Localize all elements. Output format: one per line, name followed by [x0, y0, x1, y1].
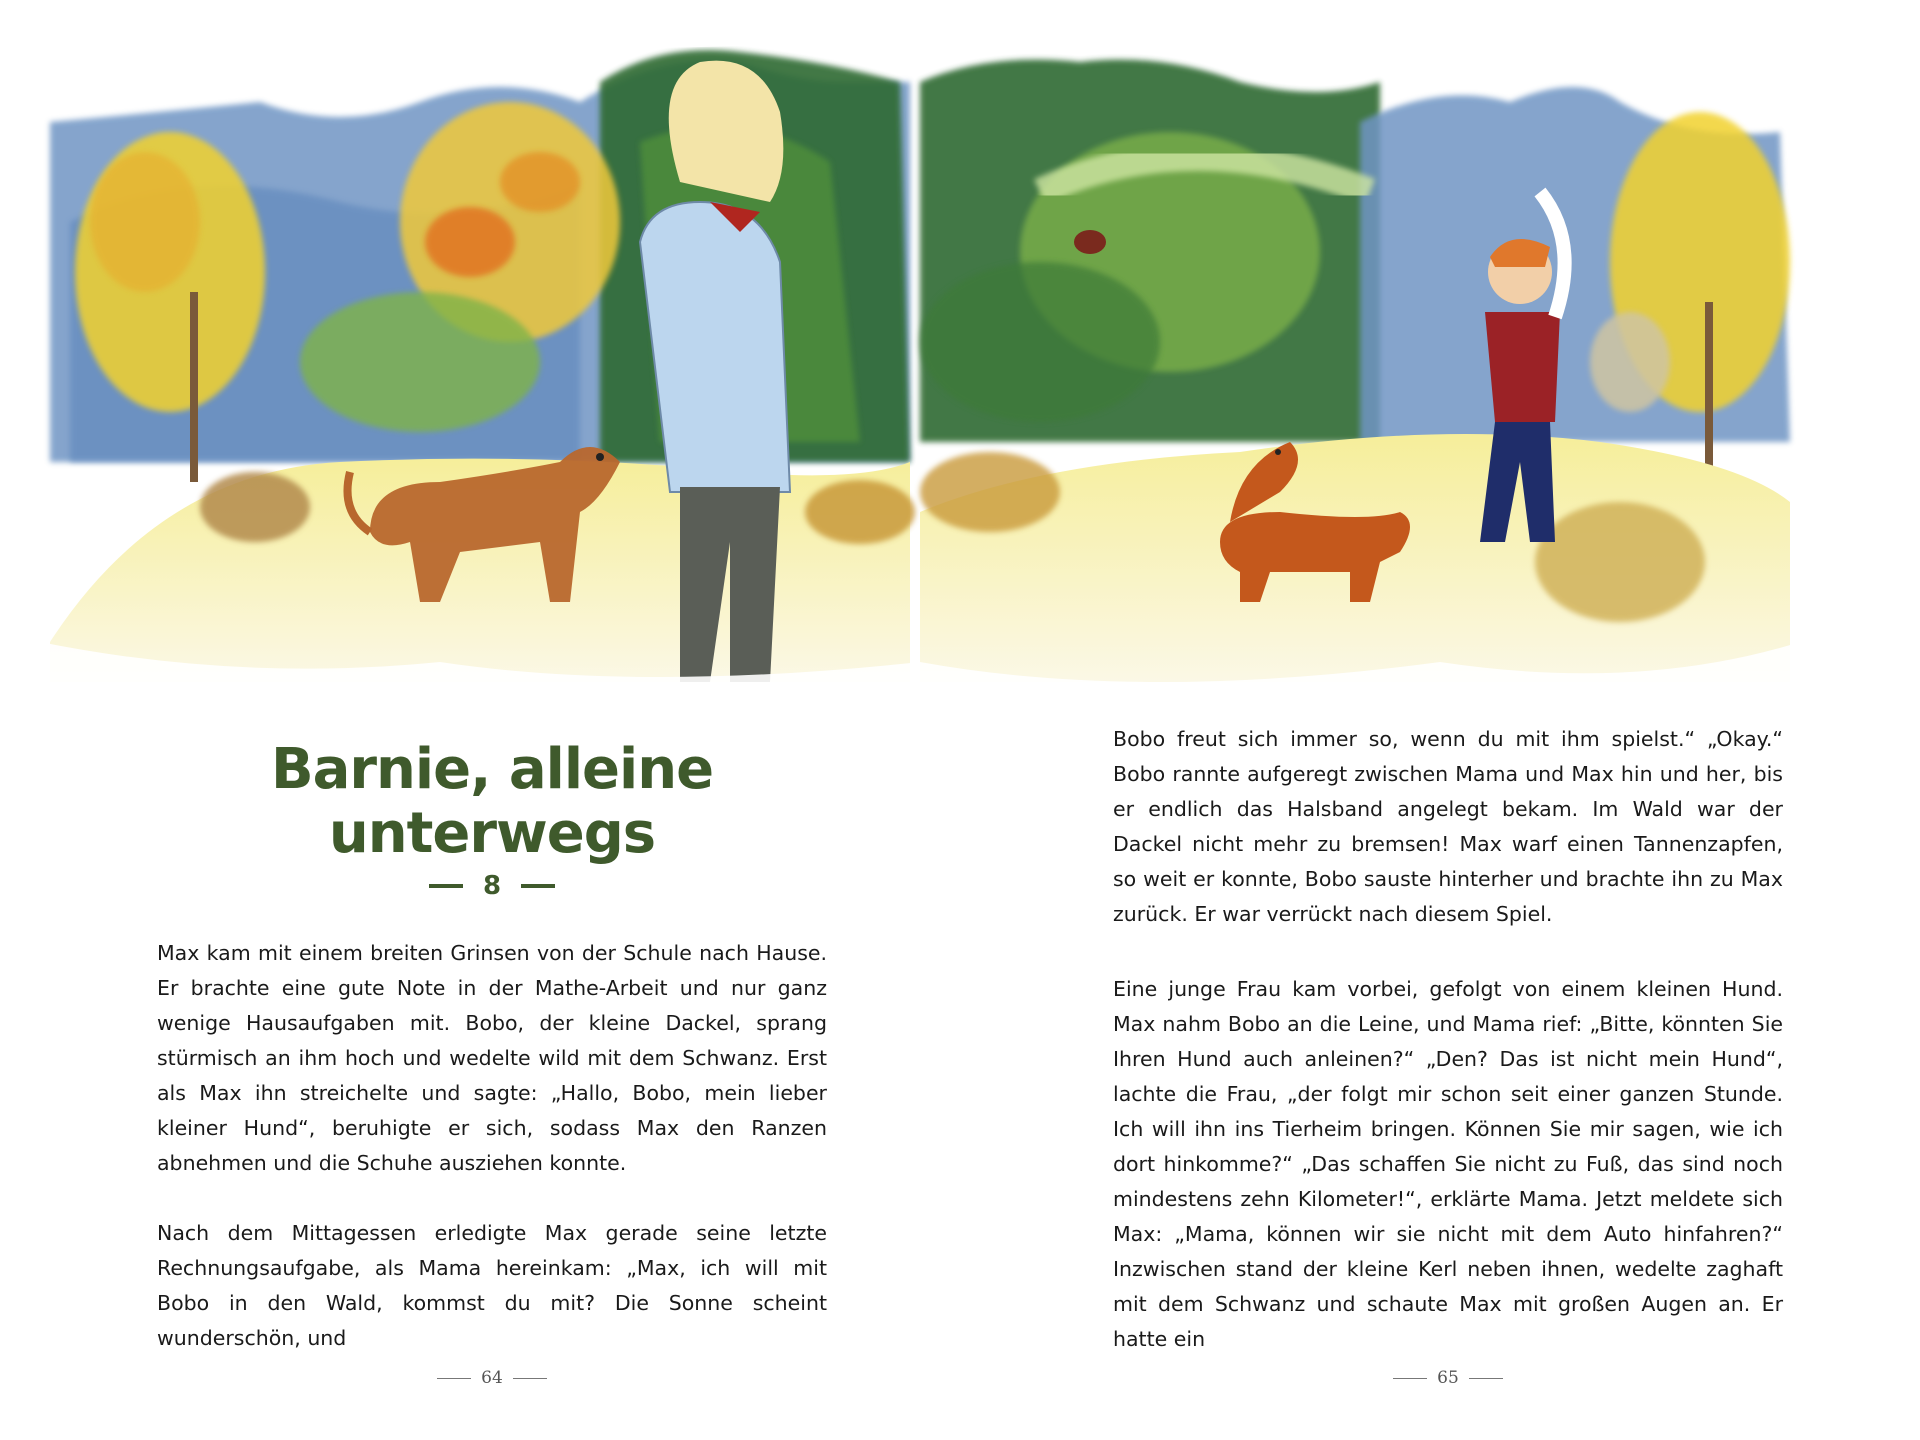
pinecone: [1074, 230, 1106, 254]
paragraph: Eine junge Frau kam vorbei, gefolgt von einem kleinen Hund. Max nahm Bobo an die Leine, und Mama rief: „Bitte, könnten Sie Ihren Hund auch anleinen?“ „Den? Das ist nicht mein Hund“, lachte die Frau, „der folgt mir schon seit einer ganzen Stunde. Ich will ihn ins Tierheim bringen. Können Sie mir sagen, wie ich dort hinkomme?“ „Das schaffen Sie nicht zu Fuß, das sind noch mindestens zehn Kilometer!“, erklärte Mama. Jetzt meldete sich Max: „Mama, können wir sie nicht mit dem Auto hinfahren?“ Inzwischen stand der kleine Kerl neben ihnen, wedelte zaghaft mit dem Schwanz und schaute Max mit großen Augen an. Er hatte ein: [1113, 977, 1783, 1351]
chapter-number: 8: [482, 871, 502, 901]
page-number: 65: [1437, 1368, 1459, 1388]
chapter-number-dash-right: [521, 884, 555, 888]
right-rock: [1535, 502, 1705, 622]
page-number-footer: [1113, 1368, 1783, 1388]
chapter-title-line-2: unterwegs: [328, 800, 656, 866]
page-number-rule-right: [513, 1378, 547, 1379]
left-rock-2: [805, 480, 915, 544]
watercolor-illustration: [40, 42, 1800, 682]
page-number-rule-left: [437, 1378, 471, 1379]
chapter-title-line-1: Barnie, alleine: [270, 736, 714, 802]
chapter-number-dash-left: [429, 884, 463, 888]
paragraph: Max kam mit einem breiten Grinsen von der Schule nach Hause. Er brachte eine gute Note in der Mathe-Arbeit und nur ganz wenige Hausaufgaben mit. Bobo, der kleine Dackel, sprang stürmisch an ihm hoch und wedelte wild mit dem Schwanz. Erst als Max ihn streichelte und sagte: „Hallo, Bobo, mein lieber kleiner Hund“, beruhigte er sich, sodass Max den Ranzen abnehmen und die Schuhe ausziehen konnte.: [157, 941, 827, 1175]
chapter-number-row: [157, 866, 827, 906]
page-number-rule-right: [1469, 1378, 1503, 1379]
paragraph: Nach dem Mittagessen erledigte Max gerade seine letzte Rechnungsaufgabe, als Mama hereinkam: „Max, ich will mit Bobo in den Wald, kommst du mit? Die Sonne scheint wunderschön, und: [157, 1221, 827, 1350]
left-scene: [50, 50, 915, 682]
left-rock-1: [200, 472, 310, 542]
page-number-rule-left: [1393, 1378, 1427, 1379]
chapter-title: [157, 738, 827, 866]
chapter-illustration: [40, 42, 1800, 682]
page-number-footer: [157, 1368, 827, 1388]
right-scene: [920, 60, 1790, 683]
page-number: 64: [481, 1368, 503, 1388]
paragraph: Bobo freut sich immer so, wenn du mit ihm spielst.“ „Okay.“ Bobo rannte aufgeregt zwischen Mama und Max hin und her, bis er endlich das Halsband angelegt bekam. Im Wald war der Dackel nicht mehr zu bremsen! Max warf einen Tannenzapfen, so weit er konnte, Bobo sauste hinterher und brachte ihn zu Max zurück. Er war verrückt nach diesem Spiel.: [1113, 727, 1783, 926]
